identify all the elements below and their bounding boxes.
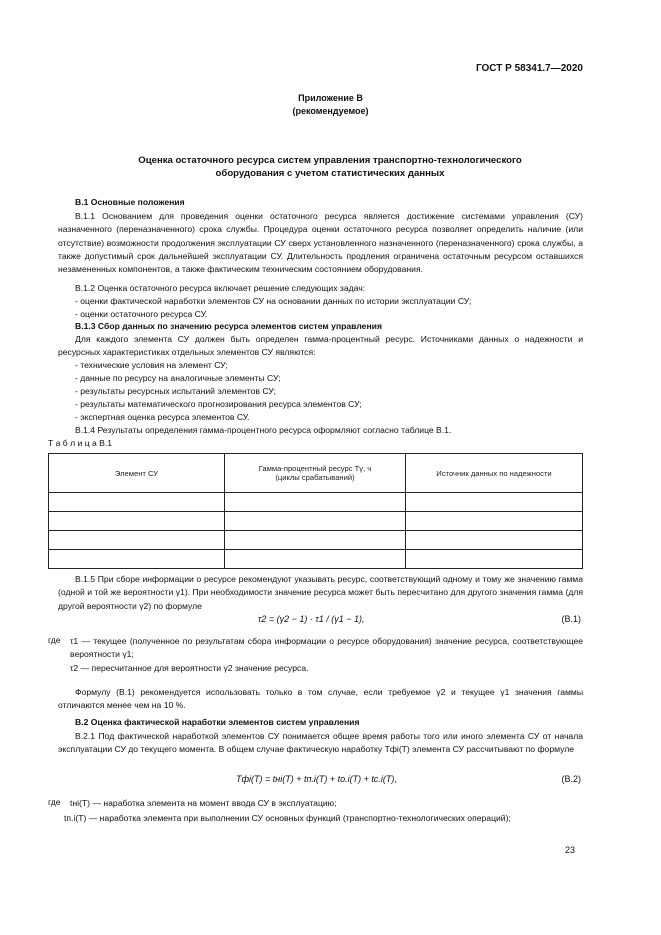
- table-header-cell: Источник данных по надежности: [406, 454, 583, 493]
- appendix-subtitle: (рекомендуемое): [292, 106, 369, 116]
- table-header-line: (циклы срабатываний): [275, 473, 355, 482]
- table-row: [49, 493, 583, 512]
- table-b1: [48, 453, 583, 569]
- document-title: [70, 154, 590, 180]
- where-label: где: [48, 797, 61, 807]
- table-cell: [225, 512, 406, 531]
- paragraph-b12: В.1.2 Оценка остаточного ресурса включает решение следующих задач:: [75, 283, 366, 293]
- b13-list-item: - экспертная оценка ресурса элементов СУ.: [75, 412, 250, 422]
- table-row: [49, 550, 583, 569]
- table-cell: [225, 531, 406, 550]
- table-header-row: [49, 454, 583, 493]
- definition-tn: tнi(T) — наработка элемента на момент ввода СУ в эксплуатацию;: [70, 798, 337, 808]
- paragraph-b14: В.1.4 Результаты определения гамма-процентного ресурса оформляют согласно таблице В.1.: [75, 425, 452, 435]
- table-cell: [406, 512, 583, 531]
- page-number: 23: [564, 845, 575, 855]
- table-row: [49, 531, 583, 550]
- section-b1-heading: В.1 Основные положения: [75, 197, 185, 207]
- table-cell: [49, 531, 225, 550]
- standard-number: ГОСТ Р 58341.7—2020: [475, 63, 583, 74]
- table-header-cell: [225, 454, 406, 493]
- table-cell: [225, 493, 406, 512]
- paragraph-b15-note: Формулу (В.1) рекомендуется использовать только в том случае, если требуемое γ2 и текущее γ1 значения гаммы отличаются менее чем на 10 %.: [58, 687, 583, 711]
- b13-list-item: - результаты математического прогнозирования ресурса элементов СУ;: [75, 399, 362, 409]
- document-title-line1: Оценка остаточного ресурса систем управления транспортно-технологического: [138, 155, 522, 166]
- b13-list-item: - результаты ресурсных испытаний элементов СУ;: [75, 386, 276, 396]
- table-cell: [225, 550, 406, 569]
- definition-tau2: τ2 — пересчитанное для вероятности γ2 значение ресурса.: [70, 663, 309, 673]
- equation-number: (В.1): [561, 614, 581, 624]
- b12-list-item: - оценки остаточного ресурса СУ.: [75, 309, 208, 319]
- table-row: [49, 512, 583, 531]
- table-cell: [49, 512, 225, 531]
- paragraph-b15: В.1.5 При сборе информации о ресурсе рекомендуют указывать ресурс, соответствующий одному и тому же значению гамма (одной и той же вероятности γ1). При необходимости значение ресурса может быть пересчитано для другого значения гамма (для другой вероятности γ2) по формуле: [58, 574, 583, 611]
- formula-b1: τ2 = (γ2 − 1) · τ1 / (γ1 − 1),: [258, 614, 365, 624]
- table-cell: [49, 493, 225, 512]
- definition-tp: tп.i(T) — наработка элемента при выполнении СУ основных функций (транспортно-технологических операций);: [64, 813, 511, 823]
- where-label: где: [48, 635, 61, 645]
- document-title-line2: оборудования с учетом статистических данных: [215, 168, 445, 179]
- b12-list-item: - оценки фактической наработки элементов СУ на основании данных по истории эксплуатации СУ;: [75, 296, 472, 306]
- table-cell: [49, 550, 225, 569]
- paragraph-b21: В.2.1 Под фактической наработкой элементов СУ понимается общее время работы того или иного элемента СУ от начала эксплуатации СУ до текущего момента. В общем случае фактическую наработку Tфi(T) элемента СУ рассчитывают по формуле: [58, 731, 583, 755]
- table-header-line: Гамма-процентный ресурс Tγ, ч: [258, 464, 372, 473]
- section-b13-heading: В.1.3 Сбор данных по значению ресурса элементов систем управления: [75, 321, 382, 331]
- paragraph-b11: В.1.1 Основанием для проведения оценки остаточного ресурса является достижение системами управления (СУ) назначенного (переназначенного) срока службы. Процедура оценки остаточного ресурса позволяет определить наличие (или отсутствие) возможности продолжения эксплуатации СУ сверх установленного назначенного (переназначенного) срока службы, а также допустимый срок дальнейшей эксплуатации СУ. Длительность продления ограничена остаточным ресурсом оставшихся незамененных компонентов, а также фактическим техническим состоянием оборудования.: [58, 211, 583, 275]
- formula-b2: Tфi(T) = tнi(T) + tп.i(T) + tо.i(T) + tс.i(T),: [236, 774, 397, 784]
- equation-number: (В.2): [561, 774, 581, 784]
- definition-tau1: τ1 — текущее (полученное по результатам сбора информации о ресурсе оборудования) значение ресурса, соответствующее вероятности γ1;: [70, 636, 583, 660]
- table-cell: [406, 550, 583, 569]
- table-cell: [406, 493, 583, 512]
- appendix-title: Приложение В: [298, 93, 363, 103]
- table-cell: [406, 531, 583, 550]
- table-label: Т а б л и ц а В.1: [48, 438, 113, 448]
- table-header-cell: Элемент СУ: [49, 454, 225, 493]
- section-b2-heading: В.2 Оценка фактической наработки элементов систем управления: [75, 717, 360, 727]
- b13-list-item: - технические условия на элемент СУ;: [75, 360, 228, 370]
- paragraph-b13: Для каждого элемента СУ должен быть определен гамма-процентный ресурс. Источниками данных о надежности и ресурсных характеристиках отдельных элементов СУ являются:: [58, 334, 583, 358]
- appendix-heading: [0, 92, 661, 118]
- b13-list-item: - данные по ресурсу на аналогичные элементы СУ;: [75, 373, 281, 383]
